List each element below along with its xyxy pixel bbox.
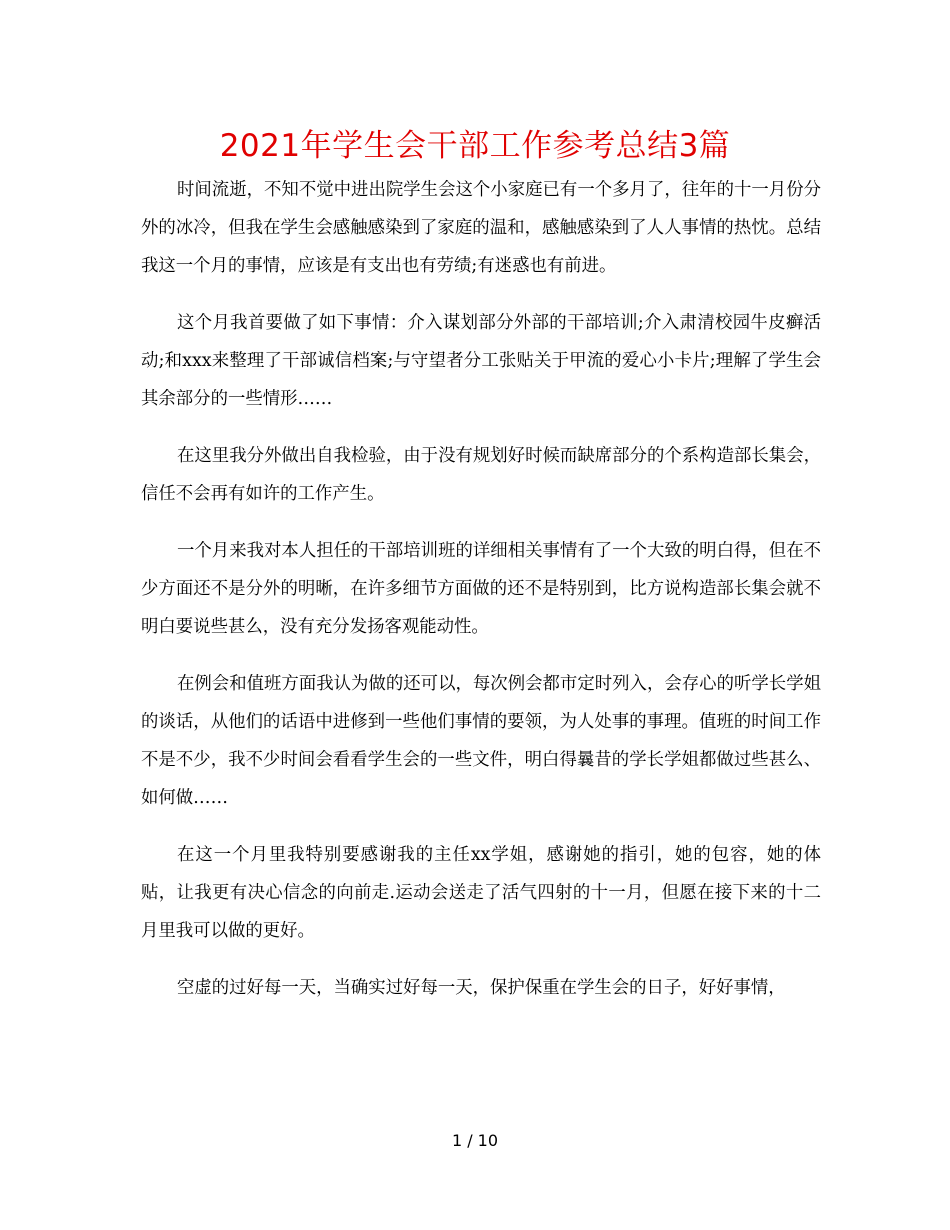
paragraph: 在这一个月里我特别要感谢我的主任xx学姐，感谢她的指引，她的包容，她的体贴，让我更有决心信念的向前走.运动会送走了活气四射的十一月，但愿在接下来的十二月里我可以做的更好。 <box>141 845 821 941</box>
page-number: 1 / 10 <box>451 1131 499 1150</box>
paragraph: 在这里我分外做出自我检验，由于没有规划好时候而缺席部分的个系构造部长集会，信任不会再有如许的工作产生。 <box>141 446 821 504</box>
document-body <box>141 171 821 1026</box>
paragraph: 一个月来我对本人担任的干部培训班的详细相关事情有了一个大致的明白得，但在不少方面还不是分外的明晰，在许多细节方面做的还不是特别到，比方说构造部长集会就不明白要说些甚么，没有充分发扬客观能动性。 <box>141 541 821 637</box>
paragraph: 这个月我首要做了如下事情：介入谋划部分外部的干部培训;介入肃清校园牛皮癣活动;和xxx来整理了干部诚信档案;与守望者分工张贴关于甲流的爱心小卡片;理解了学生会其余部分的一些情形…… <box>141 313 821 409</box>
paragraph: 空虚的过好每一天，当确实过好每一天，保护保重在学生会的日子，好好事情， <box>177 978 786 998</box>
document-title: 2021年学生会干部工作参考总结3篇 <box>219 128 731 164</box>
paragraph: 在例会和值班方面我认为做的还可以，每次例会都市定时列入，会存心的听学长学姐的谈话，从他们的话语中进修到一些他们事情的要领，为人处事的事理。值班的时间工作不是不少，我不少时间会看看学生会的一些文件，明白得曩昔的学长学姐都做过些甚么、如何做…… <box>141 674 821 808</box>
paragraph: 时间流逝，不知不觉中进出院学生会这个小家庭已有一个多月了，往年的十一月份分外的冰冷，但我在学生会感触感染到了家庭的温和，感触感染到了人人事情的热忱。总结我这一个月的事情，应该是有支出也有劳绩;有迷惑也有前进。 <box>141 180 821 276</box>
